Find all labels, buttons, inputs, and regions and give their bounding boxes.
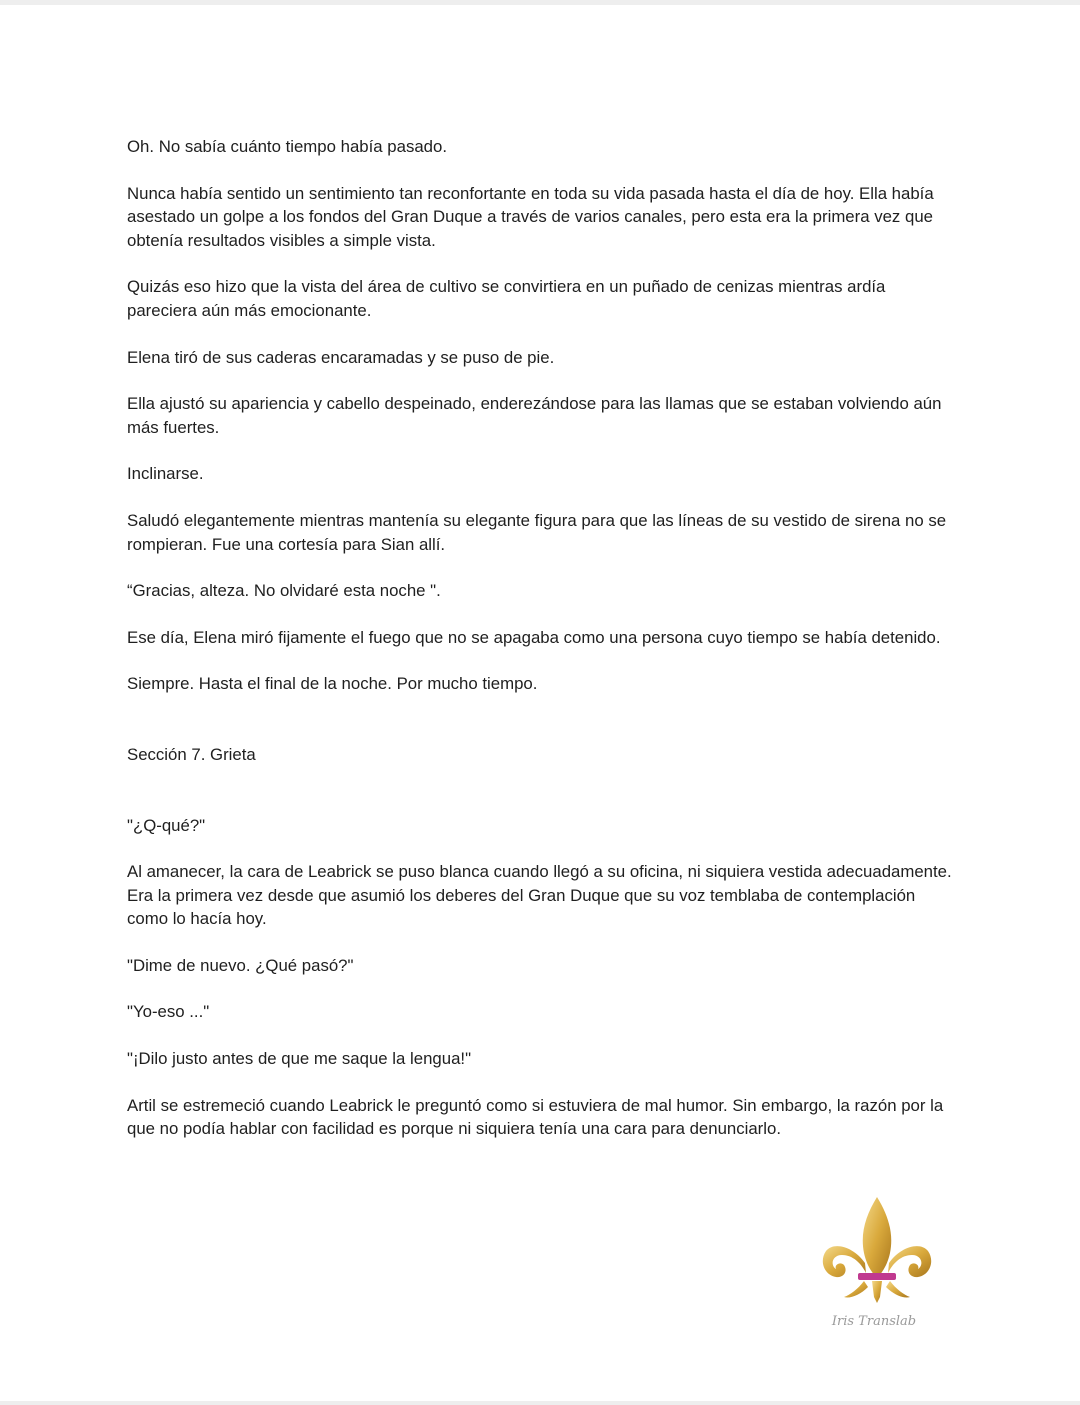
paragraph: “Gracias, alteza. No olvidaré esta noche ". <box>127 581 441 601</box>
paragraph: "¡Dilo justo antes de que me saque la lengua!" <box>127 1049 472 1069</box>
document-body <box>127 135 957 1164</box>
paragraph: Saludó elegantemente mientras mantenía su elegante figura para que las líneas de su vestido de sirena no se rompieran. Fue una cortesía para Sian allí. <box>127 510 947 554</box>
page-bottom-border <box>0 1401 1080 1405</box>
paragraph: "Dime de nuevo. ¿Qué pasó?" <box>127 955 354 975</box>
paragraph: Al amanecer, la cara de Leabrick se puso blanca cuando llegó a su oficina, ni siquiera vestida adecuadamente. Era la primera vez desde que asumió los deberes del Gran Duque que su voz temblaba de contemplación como lo hacía hoy. <box>127 862 952 929</box>
paragraph: Elena tiró de sus caderas encaramadas y se puso de pie. <box>127 347 555 367</box>
paragraph: "¿Q-qué?" <box>127 815 206 835</box>
paragraph: Quizás eso hizo que la vista del área de cultivo se convirtiera en un puñado de cenizas mientras ardía pareciera aún más emocionante. <box>127 277 886 320</box>
paragraph: Artil se estremeció cuando Leabrick le preguntó como si estuviera de mal humor. Sin embargo, la razón por la que no podía hablar con facilidad es porque ni siquiera tenía una cara para denunciarlo. <box>127 1095 944 1139</box>
paragraph: Nunca había sentido un sentimiento tan reconfortante en toda su vida pasada hasta el día de hoy. Ella había asestado un golpe a los fondos del Gran Duque a través de varios canales, pero esta era la primera vez que obtenía resultados visibles a simple vista. <box>127 183 934 250</box>
paragraph: Oh. No sabía cuánto tiempo había pasado. <box>127 137 447 156</box>
fleur-de-lis-icon <box>818 1193 936 1333</box>
paragraph: "Yo-eso ..." <box>127 1002 210 1022</box>
section-heading: Sección 7. Grieta <box>127 744 256 764</box>
paragraph: Inclinarse. <box>127 464 204 484</box>
paragraph: Ese día, Elena miró fijamente el fuego que no se apagaba como una persona cuyo tiempo se había detenido. <box>127 627 941 647</box>
translator-logo <box>818 1193 936 1333</box>
paragraph: Ella ajustó su apariencia y cabello despeinado, enderezándose para las llamas que se estaban volviendo aún más fuertes. <box>127 394 942 437</box>
logo-signature: Iris Translab <box>831 1314 917 1329</box>
paragraph: Siempre. Hasta el final de la noche. Por mucho tiempo. <box>127 674 538 694</box>
